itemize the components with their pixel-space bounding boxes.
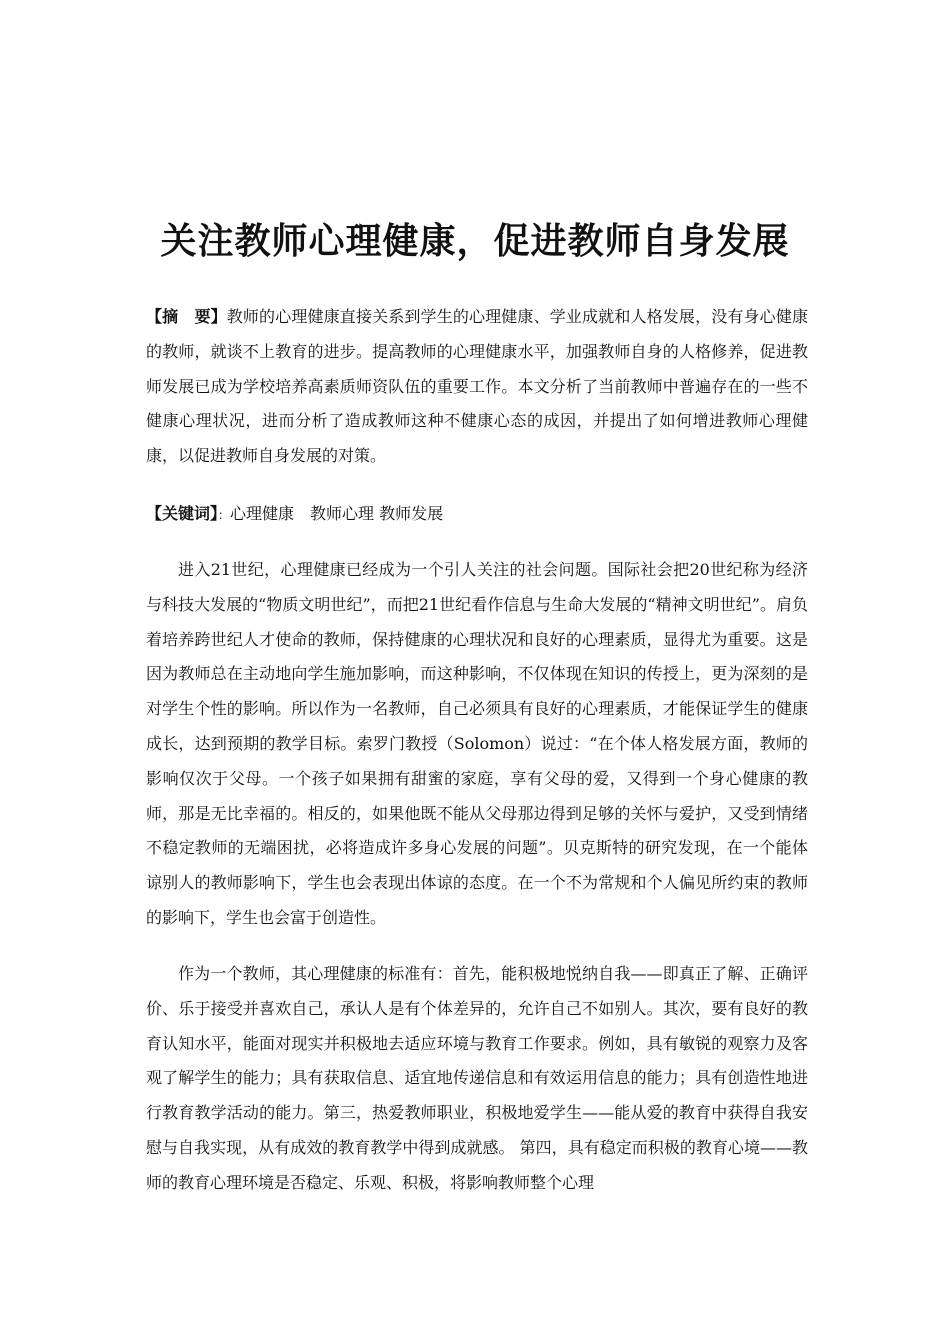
keywords-label: 【关键词】 xyxy=(146,504,219,523)
keywords-text: 心理健康 教师心理 教师发展 xyxy=(230,504,444,523)
body-paragraph-1: 进入21世纪，心理健康已经成为一个引人关注的社会问题。国际社会把20世纪称为经济与科技大发展的“物质文明世纪”，而把21世纪看作信息与生命大发展的“精神文明世纪”。肩负着培养跨世纪人才使命的教师，保持健康的心理状况和良好的心理素质，显得尤为重要。这是因为教师总在主动地向学生施加影响，而这种影响，不仅体现在知识的传授上，更为深刻的是对学生个性的影响。所以作为一名教师，自己必须具有良好的心理素质，才能保证学生的健康成长，达到预期的教学目标。索罗门教授（Solomon）说过：“在个体人格发展方面，教师的影响仅次于父母。一个孩子如果拥有甜蜜的家庭，享有父母的爱，又得到一个身心健康的教师，那是无比幸福的。相反的，如果他既不能从父母那边得到足够的关怀与爱护，又受到情绪不稳定教师的无端困扰，必将造成许多身心发展的问题”。贝克斯特的研究发现，在一个能体谅别人的教师影响下，学生也会表现出体谅的态度。在一个不为常规和个人偏见所约束的教师的影响下，学生也会富于创造性。 xyxy=(146,560,808,927)
keywords xyxy=(146,497,808,533)
abstract-text: 教师的心理健康直接关系到学生的心理健康、学业成就和人格发展，没有身心健康的教师，就谈不上教育的进步。提高教师的心理健康水平，加强教师自身的人格修养，促进教师发展已成为学校培养高素质师资队伍的重要工作。本文分析了当前教师中普遍存在的一些不健康心理状况，进而分析了造成教师这种不健康心态的成因，并提出了如何增进教师心理健康，以促进教师自身发展的对策。 xyxy=(146,307,808,466)
abstract-label: 【摘 要】 xyxy=(146,307,227,326)
keywords-separator: ： xyxy=(218,508,231,522)
abstract xyxy=(146,300,808,474)
document-title: 关注教师心理健康，促进教师自身发展 xyxy=(160,221,790,262)
body-paragraph-2: 作为一个教师，其心理健康的标准有：首先，能积极地悦纳自我——即真正了解、正确评价、乐于接受并喜欢自己，承认人是有个体差异的，允许自己不如别人。其次，要有良好的教育认知水平，能面对现实并积极地去适应环境与教育工作要求。例如，具有敏锐的观察力及客观了解学生的能力；具有获取信息、适宜地传递信息和有效运用信息的能力；具有创造性地进行教育教学活动的能力。第三，热爱教师职业，积极地爱学生——能从爱的教育中获得自我安慰与自我实现，从有成效的教育教学中得到成就感。 第四，具有稳定而积极的教育心境——教师的教育心理环境是否稳定、乐观、积极，将影响教师整个心理 xyxy=(146,964,808,1192)
